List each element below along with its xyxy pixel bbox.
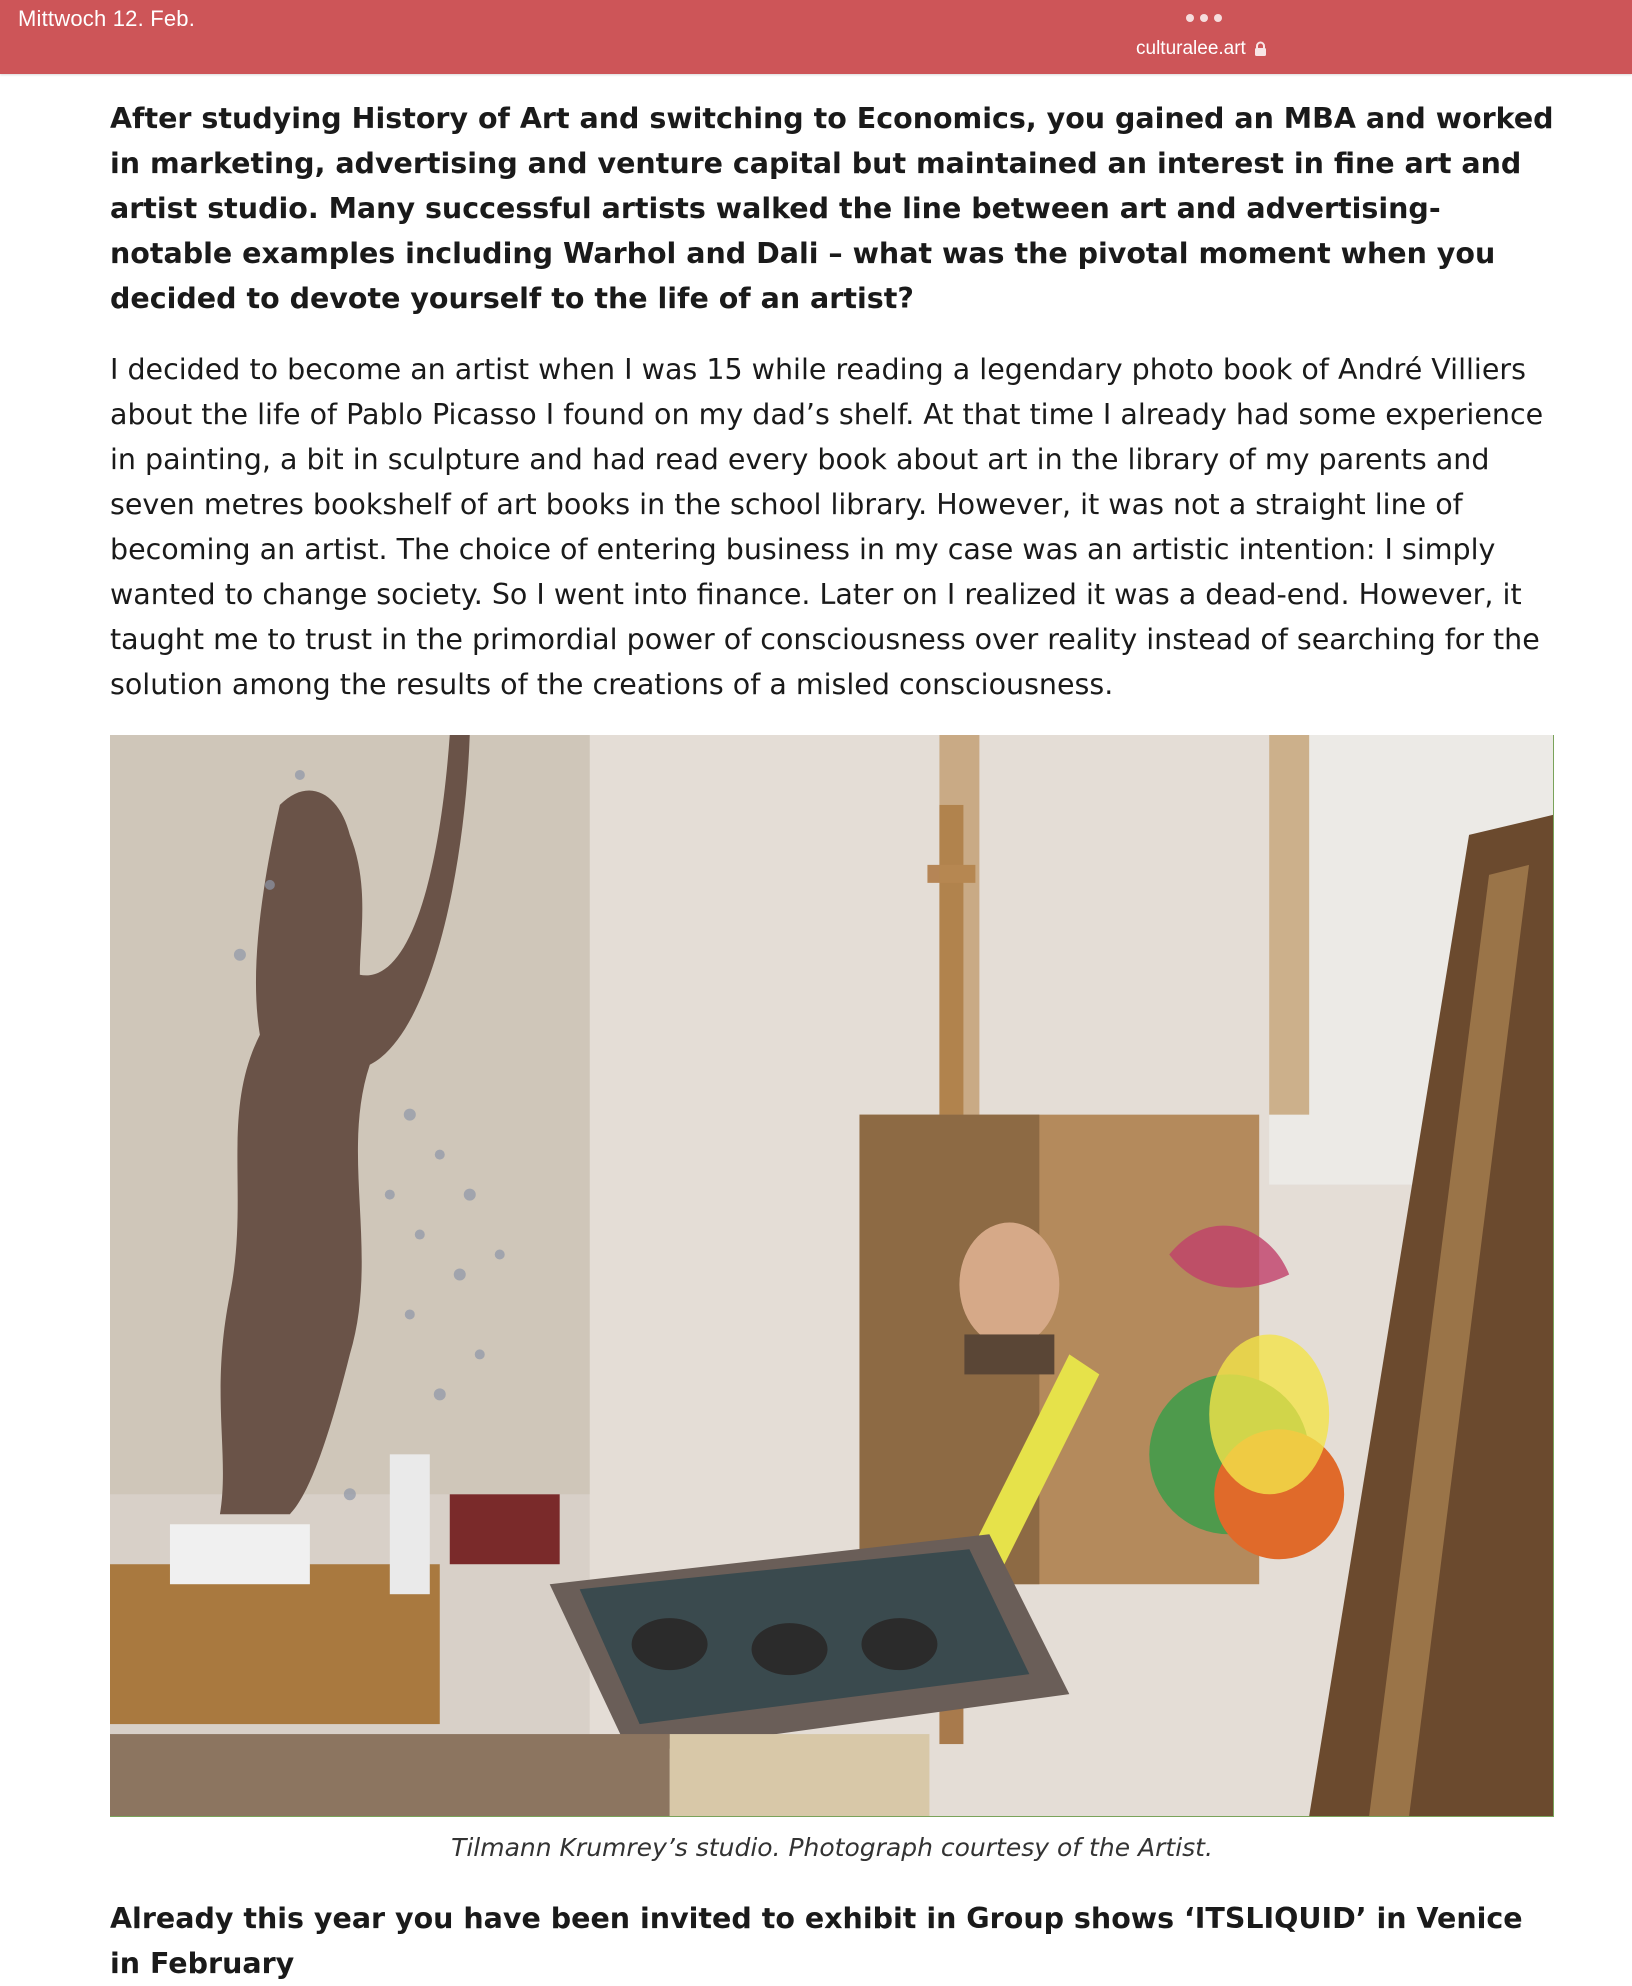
- dot: [1214, 14, 1222, 22]
- url-text: culturalee.art: [1136, 38, 1246, 59]
- interview-question: After studying History of Art and switching to Economics, you gained an MBA and worked in marketing, advertising and venture capital but maintained an interest in fine art and artist studio. Many successful artists walked the line between art and advertising-notable examples including Warhol and Dali – what was the pivotal moment when you decided to devote yourself to the life of an artist?: [110, 102, 1554, 315]
- interview-question: Already this year you have been invited to exhibit in Group shows ‘ITSLIQUID’ in Venice in February: [110, 1902, 1523, 1980]
- studio-photo[interactable]: [110, 735, 1554, 1817]
- status-bar: [0, 0, 1632, 74]
- address-bar[interactable]: [1136, 38, 1267, 60]
- dot: [1186, 14, 1194, 22]
- ellipsis-icon[interactable]: [1186, 14, 1222, 22]
- dot: [1200, 14, 1208, 22]
- studio-figure: [110, 735, 1554, 1862]
- interview-answer: I decided to become an artist when I was 15 while reading a legendary photo book of André Villiers about the life of Pablo Picasso I found on my dad’s shelf. At that time I already had some experience in painting, a bit in sculpture and had read every book about art in the library of my parents and seven metres bookshelf of art books in the school library. However, it was not a straight line of becoming an artist. The choice of entering business in my case was an artistic intention: I simply wanted to change society. So I went into finance. Later on I realized it was a dead-end. However, it taught me to trust in the primordial power of consciousness over reality instead of searching for the solution among the results of the creations of a misled consciousness.: [110, 353, 1544, 701]
- status-date: Mittwoch 12. Feb.: [18, 6, 196, 31]
- article-content: [110, 96, 1554, 1986]
- lock-icon: [1254, 41, 1267, 57]
- photo-caption: Tilmann Krumrey’s studio. Photograph courtesy of the Artist.: [451, 1833, 1213, 1862]
